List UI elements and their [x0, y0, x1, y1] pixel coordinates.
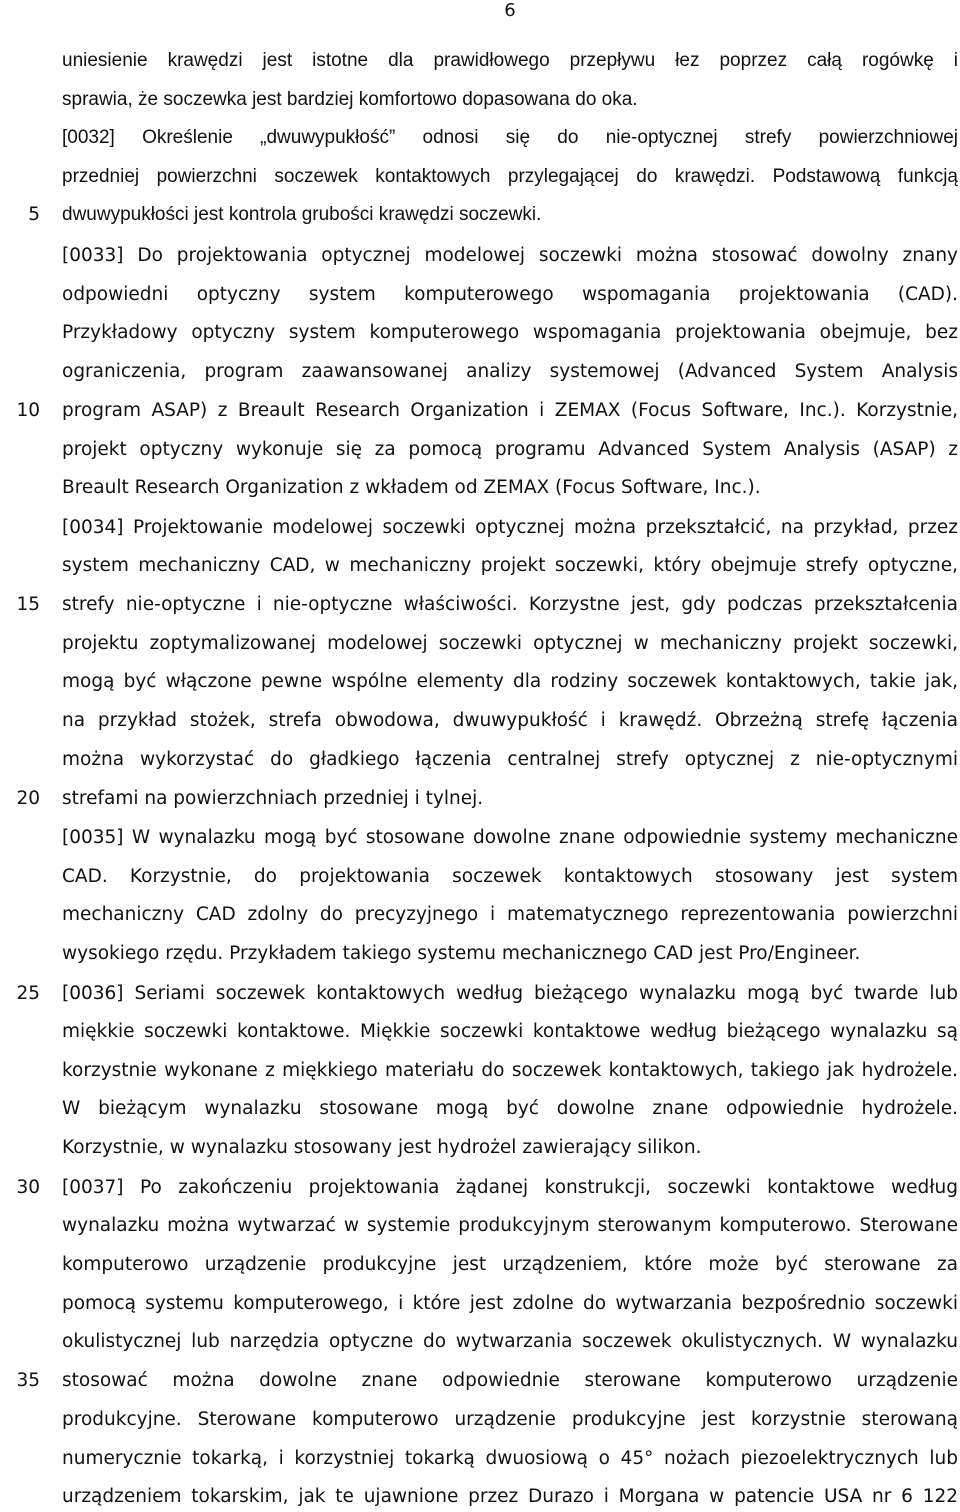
text-line: strefy nie-optyczne i nie-optyczne właściwości. Korzystne jest, gdy podczas przekształcenia: [62, 594, 958, 615]
line-number: 15: [16, 594, 40, 615]
text-line: [0035] W wynalazku mogą być stosowane dowolne znane odpowiednie systemy mechaniczne: [62, 827, 958, 848]
text-line: program ASAP) z Breault Research Organization i ZEMAX (Focus Software, Inc.). Korzystnie,: [62, 400, 958, 421]
text-line: przedniej powierzchni soczewek kontaktowych przylegającej do krawędzi. Podstawową funkcją: [62, 166, 958, 187]
text-line: Breault Research Organization z wkładem od ZEMAX (Focus Software, Inc.).: [62, 477, 761, 498]
text-line: można wykorzystać do gładkiego łączenia centralnej strefy optycznej z nie-optycznymi: [62, 749, 958, 770]
line-number: 5: [28, 204, 40, 225]
text-line: strefami na powierzchniach przedniej i tylnej.: [62, 788, 484, 809]
line-number: 20: [16, 788, 40, 809]
text-line: produkcyjne. Sterowane komputerowo urządzenie produkcyjne jest korzystnie sterowaną: [62, 1409, 958, 1430]
page-number: 6: [504, 0, 516, 21]
text-line: system mechaniczny CAD, w mechaniczny projekt soczewki, który obejmuje strefy optyczne,: [62, 555, 958, 576]
text-line: projekt optyczny wykonuje się za pomocą programu Advanced System Analysis (ASAP) z: [62, 439, 958, 460]
text-line: [0033] Do projektowania optycznej modelowej soczewki można stosować dowolny znany: [62, 245, 958, 266]
text-line: uniesienie krawędzi jest istotne dla prawidłowego przepływu łez poprzez całą rogówkę i: [62, 50, 958, 71]
text-line: odpowiedni optyczny system komputerowego wspomagania projektowania (CAD).: [62, 284, 958, 305]
text-line: mechaniczny CAD zdolny do precyzyjnego i matematycznego reprezentowania powierzchni: [62, 904, 958, 925]
text-line: projektu zoptymalizowanej modelowej soczewki optycznej w mechaniczny projekt soczewki,: [62, 633, 958, 654]
text-line: miękkie soczewki kontaktowe. Miękkie soczewki kontaktowe według bieżącego wynalazku są: [62, 1021, 958, 1042]
line-number: 30: [16, 1177, 40, 1198]
text-line: Przykładowy optyczny system komputerowego wspomagania projektowania obejmuje, bez: [62, 322, 958, 343]
text-line: Korzystnie, w wynalazku stosowany jest hydrożel zawierający silikon.: [62, 1137, 702, 1158]
text-line: mogą być włączone pewne wspólne elementy dla rodziny soczewek kontaktowych, takie jak,: [62, 671, 958, 692]
text-line: [0036] Seriami soczewek kontaktowych według bieżącego wynalazku mogą być twarde lub: [62, 983, 958, 1004]
text-line: pomocą systemu komputerowego, i które jest zdolne do wytwarzania bezpośrednio soczewki: [62, 1293, 958, 1314]
text-line: dwuwypukłości jest kontrola grubości krawędzi soczewki.: [62, 204, 542, 225]
line-number: 25: [16, 983, 40, 1004]
text-line: sprawia, że soczewka jest bardziej komfortowo dopasowana do oka.: [62, 89, 638, 110]
text-line: wynalazku można wytwarzać w systemie produkcyjnym sterowanym komputerowo. Sterowane: [62, 1215, 958, 1236]
text-line: numerycznie tokarką, i korzystniej tokarką dwuosiową o 45° nożach piezoelektrycznych lub: [62, 1448, 958, 1469]
text-line: [0032] Określenie „dwuwypukłość” odnosi się do nie-optycznej strefy powierzchniowej: [62, 127, 958, 148]
text-line: ograniczenia, program zaawansowanej analizy systemowej (Advanced System Analysis: [62, 361, 958, 382]
line-number: 10: [16, 400, 40, 421]
text-line: wysokiego rzędu. Przykładem takiego systemu mechanicznego CAD jest Pro/Engineer.: [62, 943, 861, 964]
text-line: komputerowo urządzenie produkcyjne jest urządzeniem, które może być sterowane za: [62, 1254, 958, 1275]
text-line: okulistycznej lub narzędzia optyczne do wytwarzania soczewek okulistycznych. W wynalazku: [62, 1331, 958, 1352]
text-line: [0034] Projektowanie modelowej soczewki optycznej można przekształcić, na przykład, przez: [62, 517, 958, 538]
text-line: korzystnie wykonane z miękkiego materiału do soczewek kontaktowych, takiego jak hydrożele.: [62, 1060, 958, 1081]
line-number: 35: [16, 1370, 40, 1391]
text-line: urządzeniem tokarskim, jak te ujawnione przez Durazo i Morgana w patencie USA nr 6 122: [62, 1486, 958, 1507]
text-line: CAD. Korzystnie, do projektowania soczewek kontaktowych stosowany jest system: [62, 866, 958, 887]
text-line: na przykład stożek, strefa obwodowa, dwuwypukłość i krawędź. Obrzeżną strefę łączenia: [62, 710, 958, 731]
text-line: [0037] Po zakończeniu projektowania żądanej konstrukcji, soczewki kontaktowe według: [62, 1177, 958, 1198]
text-line: W bieżącym wynalazku stosowane mogą być dowolne znane odpowiednie hydrożele.: [62, 1098, 958, 1119]
text-line: stosować można dowolne znane odpowiednie sterowane komputerowo urządzenie: [62, 1370, 958, 1391]
